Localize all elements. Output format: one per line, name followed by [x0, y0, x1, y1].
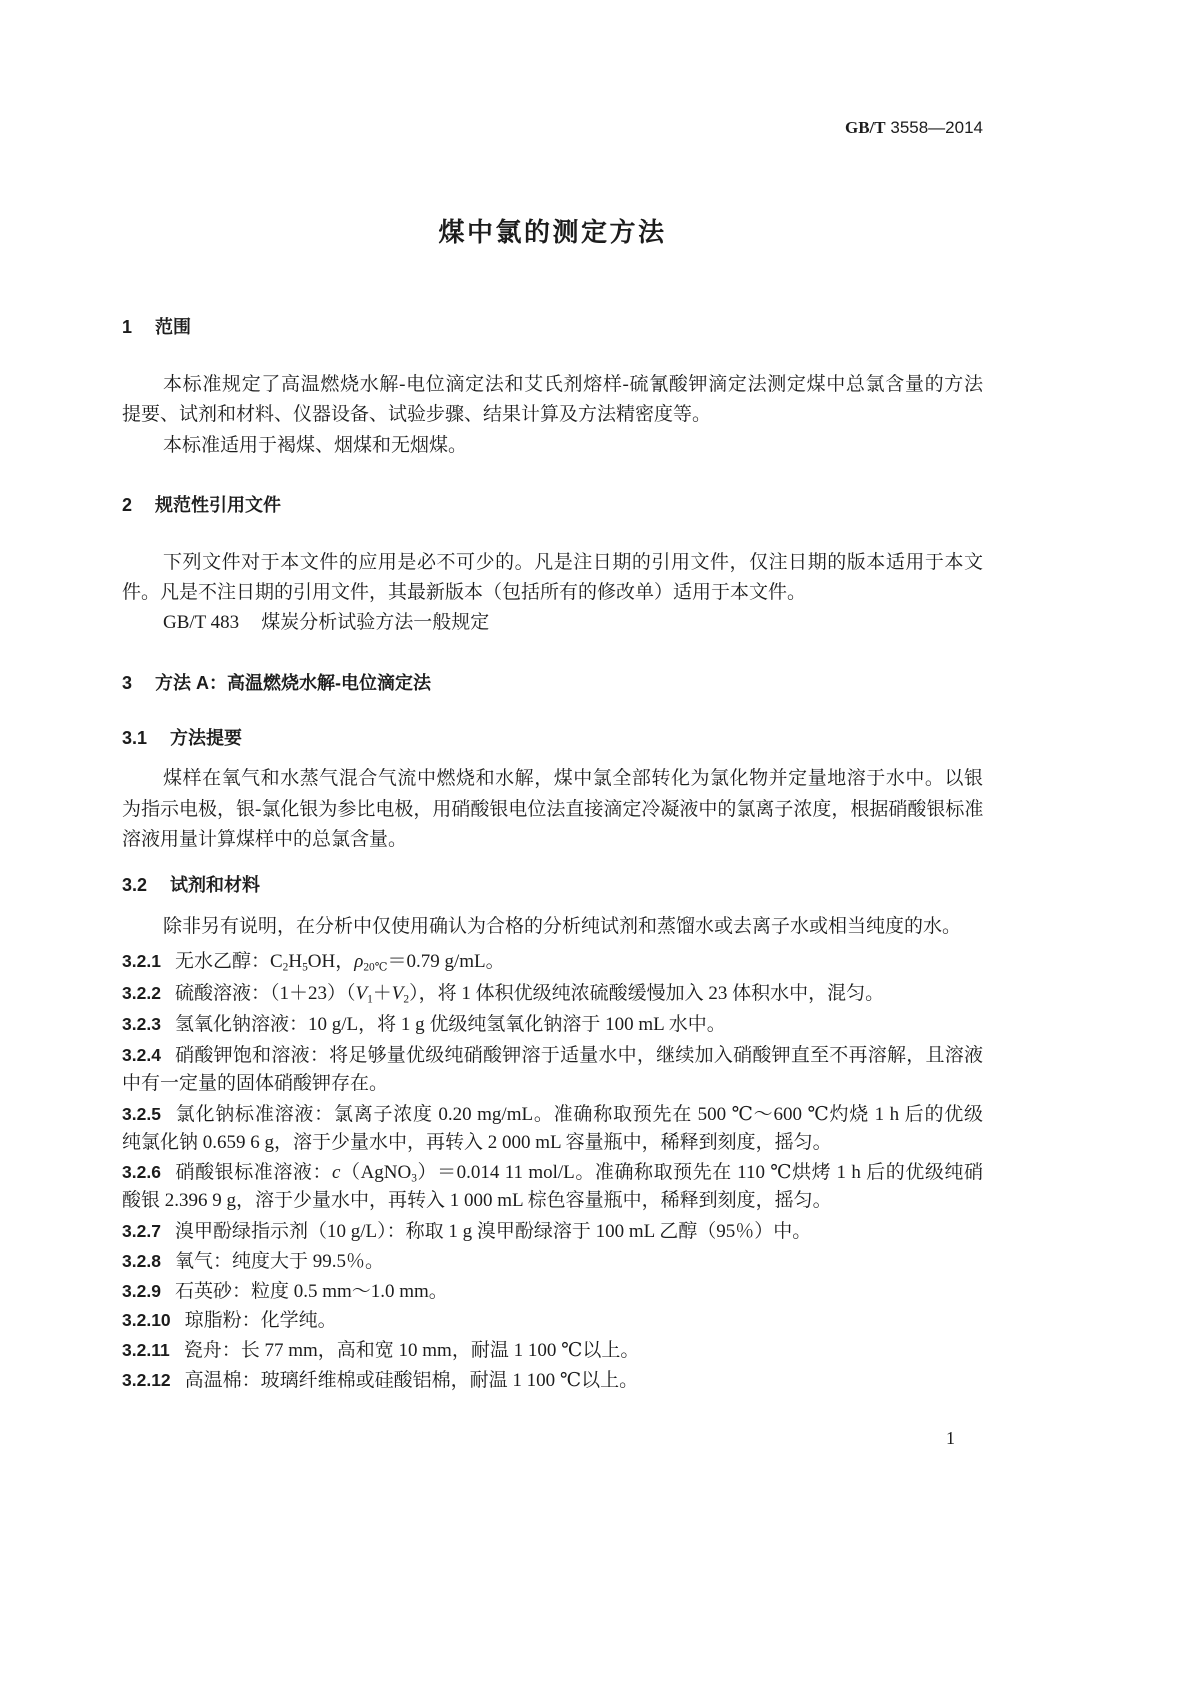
section-3-2-heading: [122, 870, 983, 900]
clause-number: 3.2.3: [122, 1014, 161, 1034]
paragraph-line: 下列文件对于本文件的应用是必不可少的。凡是注日期的引用文件，仅注日期的版本适用于本文: [163, 552, 983, 573]
clause-continuation-line: 纯氯化钠 0.659 6 g，溶于少量水中，再转入 2 000 mL 容量瓶中，稀释到刻度，摇匀。: [122, 1132, 832, 1153]
standard-code-number: 3558—2014: [890, 118, 983, 137]
clause-text: 溴甲酚绿指示剂（10 g/L）：称取 1 g 溴甲酚绿溶于 100 mL 乙醇（95％）中。: [174, 1221, 812, 1242]
section-title: 方法 A：高温燃烧水解-电位滴定法: [155, 673, 432, 693]
clause-text: 硫酸溶液：（1＋23）（: [174, 983, 356, 1004]
section-number: 3: [122, 673, 133, 693]
clause-3-2-8: [122, 1246, 983, 1276]
clause-text: ＋: [372, 983, 392, 1004]
clause-text: 瓷舟：长 77 mm，高和宽 10 mm，耐温 1 100 ℃以上。: [183, 1340, 640, 1361]
section-3-1-heading: [122, 723, 983, 753]
density-symbol: ρ: [354, 951, 364, 972]
clause-text: OH，: [307, 951, 355, 972]
clause-number: 3.2.12: [122, 1370, 171, 1390]
clause-number: 3.2.11: [122, 1340, 170, 1360]
reference-code: GB/T 483: [163, 612, 240, 633]
section-title: 规范性引用文件: [155, 495, 282, 515]
section-title: 试剂和材料: [170, 875, 261, 895]
section-1-heading: [122, 312, 983, 342]
clause-text: ）＝0.014 11 mol/L。准确称取预先在 110 ℃烘烤 1 h 后的优级纯硝: [416, 1162, 983, 1183]
clause-3-2-12: [122, 1365, 983, 1395]
section-number: 3.2: [122, 875, 148, 895]
paragraph-line: 件。凡是不注日期的引用文件，其最新版本（包括所有的修改单）适用于本文件。: [122, 582, 807, 603]
clause-3-2-7: [122, 1216, 983, 1246]
volume-symbol: V: [391, 983, 404, 1004]
clause-number: 3.2.10: [122, 1310, 171, 1330]
subscript: 20℃: [363, 961, 388, 974]
clause-text: 琼脂粉：化学纯。: [184, 1310, 337, 1331]
section-number: 1: [122, 317, 133, 337]
clause-continuation-line: 酸银 2.396 9 g，溶于少量水中，再转入 1 000 mL 棕色容量瓶中，稀释到刻度，摇匀。: [122, 1190, 832, 1211]
clause-number: 3.2.8: [122, 1251, 161, 1271]
clause-number: 3.2.2: [122, 983, 161, 1003]
normative-reference: [163, 608, 983, 638]
clause-text: ＝0.79 g/mL。: [387, 951, 505, 972]
clause-text: 无水乙醇：C: [174, 951, 283, 972]
paragraph-line: 为指示电极，银-氯化银为参比电极，用硝酸银电位法直接滴定冷凝液中的氯离子浓度，根据硝酸银标准: [122, 799, 984, 820]
section-2-heading: [122, 490, 983, 520]
clause-text: 氧气：纯度大于 99.5％。: [174, 1251, 384, 1272]
section-3-heading: [122, 668, 983, 698]
subscript: 1: [367, 993, 373, 1006]
subscript: 2: [282, 961, 289, 974]
clause-3-2-1: [122, 946, 983, 976]
paragraph-line: 煤样在氧气和水蒸气混合气流中燃烧和水解，煤中氯全部转化为氯化物并定量地溶于水中。以银: [163, 768, 983, 789]
clause-text: 硝酸钾饱和溶液：将足够量优级纯硝酸钾溶于适量水中，继续加入硝酸钾直至不再溶解，且溶液: [174, 1045, 983, 1066]
clause-3-2-2: [122, 978, 983, 1008]
standard-code-prefix: GB/T: [845, 118, 886, 137]
clause-number: 3.2.9: [122, 1281, 161, 1301]
section-title: 方法提要: [170, 728, 243, 748]
clause-text: 硝酸银标准溶液：: [174, 1162, 333, 1183]
clause-number: 3.2.1: [122, 951, 161, 971]
clause-3-2-11: [122, 1335, 983, 1365]
clause-3-2-9: [122, 1276, 983, 1306]
clause-number: 3.2.6: [122, 1162, 161, 1182]
reference-title: 煤炭分析试验方法一般规定: [261, 612, 490, 633]
page-title: 煤中氯的测定方法: [438, 217, 667, 247]
concentration-symbol: c: [332, 1162, 341, 1183]
clause-3-2-10: [122, 1305, 983, 1335]
clause-text: （AgNO: [340, 1162, 412, 1183]
subscript: 2: [403, 993, 410, 1006]
clause-text: 氢氧化钠溶液：10 g/L，将 1 g 优级纯氢氧化钠溶于 100 mL 水中。: [174, 1014, 726, 1035]
clause-text: 石英砂：粒度 0.5 mm～1.0 mm。: [174, 1281, 448, 1302]
section-number: 3.1: [122, 728, 148, 748]
clause-3-2-6: [122, 1157, 983, 1187]
clause-text: H: [288, 951, 303, 972]
page-number: 1: [946, 1428, 955, 1448]
clause-number: 3.2.5: [122, 1104, 161, 1124]
clause-3-2-5: [122, 1099, 983, 1129]
section-title: 范围: [155, 317, 192, 337]
subscript: 3: [411, 1172, 417, 1185]
clause-3-2-4: [122, 1040, 983, 1070]
clause-text: ），将 1 体积优级纯浓硫酸缓慢加入 23 体积水中，混匀。: [409, 983, 885, 1004]
clause-continuation-line: 中有一定量的固体硝酸钾存在。: [122, 1073, 389, 1094]
subscript: 5: [302, 961, 308, 974]
clause-text: 氯化钠标准溶液：氯离子浓度 0.20 mg/mL。准确称取预先在 500 ℃～600 ℃灼烧 1 h 后的优级: [174, 1104, 983, 1125]
paragraph-line: 除非另有说明，在分析中仅使用确认为合格的分析纯试剂和蒸馏水或去离子水或相当纯度的水。: [163, 916, 962, 937]
volume-symbol: V: [355, 983, 368, 1004]
section-number: 2: [122, 495, 133, 515]
clause-number: 3.2.7: [122, 1221, 161, 1241]
standard-code: [122, 113, 983, 143]
clause-number: 3.2.4: [122, 1045, 161, 1065]
clause-text: 高温棉：玻璃纤维棉或硅酸铝棉，耐温 1 100 ℃以上。: [184, 1370, 639, 1391]
paragraph-line: 溶液用量计算煤样中的总氯含量。: [122, 829, 408, 850]
paragraph-line: 本标准规定了高温燃烧水解-电位滴定法和艾氏剂熔样-硫氰酸钾滴定法测定煤中总氯含量的方法: [163, 374, 983, 395]
clause-3-2-3: [122, 1009, 983, 1039]
paragraph-line: 提要、试剂和材料、仪器设备、试验步骤、结果计算及方法精密度等。: [122, 404, 712, 425]
paragraph-line: 本标准适用于褐煤、烟煤和无烟煤。: [163, 435, 468, 456]
